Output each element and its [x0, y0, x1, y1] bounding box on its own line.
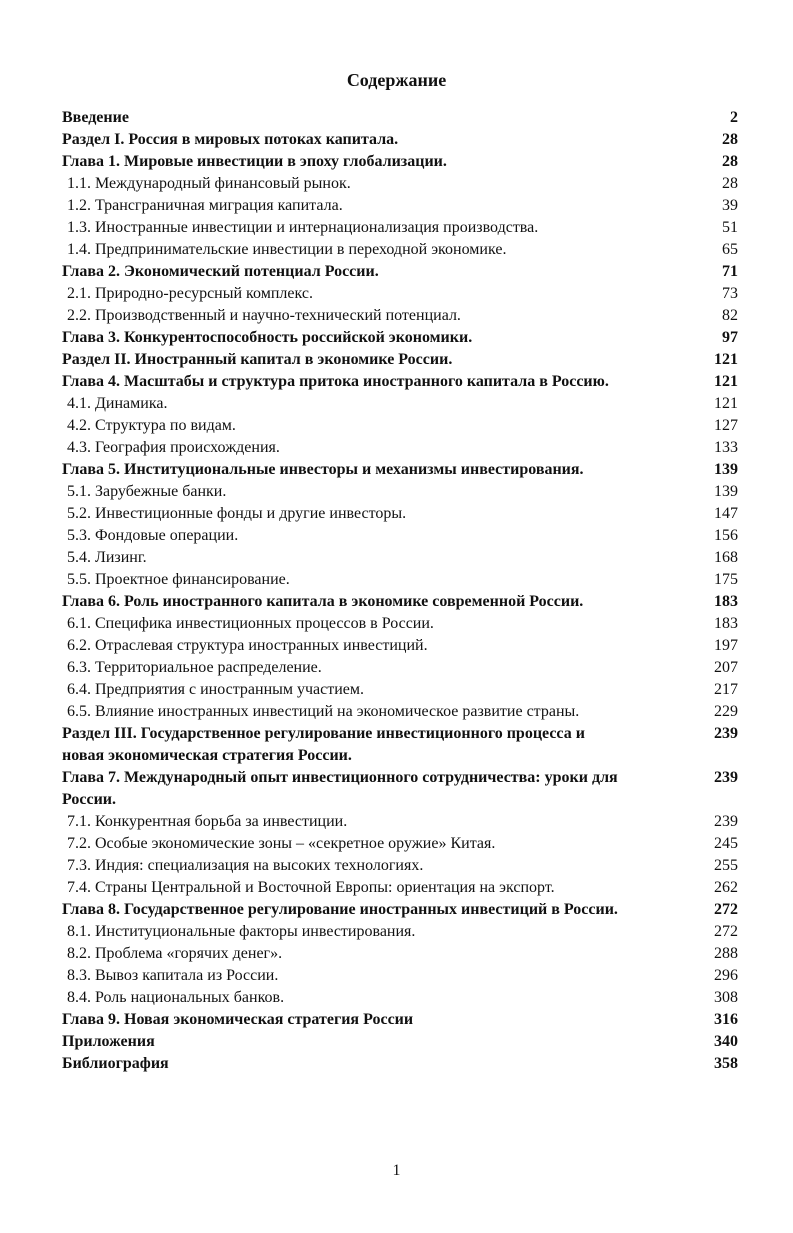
toc-heading-row — [62, 129, 738, 151]
toc-heading-row — [62, 1031, 738, 1053]
toc-entry-title: 7.3. Индия: специализация на высоких технологиях. — [67, 857, 424, 874]
toc-entry-page: 28 — [722, 131, 738, 148]
toc-entry-title: 5.3. Фондовые операции. — [67, 527, 239, 544]
toc-heading-row — [62, 349, 738, 371]
toc-entry-page: 121 — [714, 395, 738, 412]
toc-entry-title: 5.4. Лизинг. — [67, 549, 147, 566]
toc-subsection-row — [62, 525, 738, 547]
toc-entry-title: 6.4. Предприятия с иностранным участием. — [67, 681, 365, 698]
toc-entry-page: 239 — [714, 769, 738, 786]
toc-entry-title: Введение — [62, 109, 129, 126]
toc-entry-title: Раздел I. Россия в мировых потоках капитала. — [62, 131, 399, 148]
page-number: 1 — [392, 1162, 401, 1179]
toc-entry-page: 97 — [722, 329, 738, 346]
toc-subsection-row — [62, 569, 738, 591]
toc-subsection-row — [62, 195, 738, 217]
toc-entry-page: 288 — [714, 945, 738, 962]
toc-entry-title: Глава 4. Масштабы и структура притока иностранного капитала в Россию. — [62, 373, 609, 390]
toc-entry-title: 1.1. Международный финансовый рынок. — [67, 175, 351, 192]
toc-subsection-row — [62, 239, 738, 261]
toc-entry-page: 316 — [714, 1011, 738, 1028]
toc-entry-title: 5.1. Зарубежные банки. — [67, 483, 227, 500]
toc-heading-row — [62, 723, 738, 767]
toc-entry-title: 5.5. Проектное финансирование. — [67, 571, 290, 588]
toc-entry-page: 245 — [714, 835, 738, 852]
toc-entry-title: 1.3. Иностранные инвестиции и интернационализация производства. — [67, 219, 539, 236]
toc-subsection-row — [62, 701, 738, 723]
toc-entry-title: 7.4. Страны Центральной и Восточной Европы: ориентация на экспорт. — [67, 879, 555, 896]
toc-heading-row — [62, 899, 738, 921]
toc-heading-row — [62, 459, 738, 481]
toc-entry-title: 6.2. Отраслевая структура иностранных инвестиций. — [67, 637, 428, 654]
toc-entry-page: 296 — [714, 967, 738, 984]
toc-entry-page: 28 — [722, 175, 738, 192]
toc-entry-title: 7.1. Конкурентная борьба за инвестиции. — [67, 813, 348, 830]
toc-subsection-row — [62, 613, 738, 635]
toc-entry-page: 127 — [714, 417, 738, 434]
toc-entry-page: 308 — [714, 989, 738, 1006]
toc-entry-page: 217 — [714, 681, 738, 698]
toc-entry-title: 4.3. География происхождения. — [67, 439, 280, 456]
toc-subsection-row — [62, 833, 738, 855]
toc-entry-page: 139 — [714, 461, 738, 478]
toc-subsection-row — [62, 305, 738, 327]
toc-subsection-row — [62, 173, 738, 195]
toc-entry-title: Глава 5. Институциональные инвесторы и механизмы инвестирования. — [62, 461, 584, 478]
toc-subsection-row — [62, 217, 738, 239]
toc-entry-page: 2 — [730, 109, 738, 126]
toc-entry-page: 168 — [714, 549, 738, 566]
toc-heading-row — [62, 151, 738, 173]
toc-entry-page: 73 — [722, 285, 738, 302]
toc-subsection-row — [62, 547, 738, 569]
toc-entry-page: 207 — [714, 659, 738, 676]
toc-entry-title: Раздел III. Государственное регулирование инвестиционного процесса и новая экономическая стратегия России. — [62, 725, 585, 764]
toc-subsection-row — [62, 635, 738, 657]
toc-entry-title: Глава 6. Роль иностранного капитала в экономике современной России. — [62, 593, 584, 610]
toc-entry-page: 147 — [714, 505, 738, 522]
page-title: Содержание — [346, 70, 447, 90]
toc-heading-row — [62, 261, 738, 283]
toc-heading-row — [62, 1009, 738, 1031]
toc-subsection-row — [62, 481, 738, 503]
toc-entry-title: Приложения — [62, 1033, 155, 1050]
toc-entry-title: 6.3. Территориальное распределение. — [67, 659, 322, 676]
toc-subsection-row — [62, 877, 738, 899]
toc-subsection-row — [62, 811, 738, 833]
toc-subsection-row — [62, 965, 738, 987]
toc-subsection-row — [62, 283, 738, 305]
toc-entry-title: 8.3. Вывоз капитала из России. — [67, 967, 279, 984]
toc-entry-title: Глава 1. Мировые инвестиции в эпоху глобализации. — [62, 153, 447, 170]
toc-entry-title: Глава 8. Государственное регулирование иностранных инвестиций в России. — [62, 901, 618, 918]
table-of-contents — [62, 107, 738, 1075]
toc-entry-page: 156 — [714, 527, 738, 544]
toc-entry-title: 8.4. Роль национальных банков. — [67, 989, 285, 1006]
toc-entry-title: Раздел II. Иностранный капитал в экономике России. — [62, 351, 453, 368]
toc-entry-page: 71 — [722, 263, 738, 280]
toc-entry-title: 1.4. Предпринимательские инвестиции в переходной экономике. — [67, 241, 507, 258]
toc-entry-page: 340 — [714, 1033, 738, 1050]
toc-subsection-row — [62, 679, 738, 701]
toc-subsection-row — [62, 415, 738, 437]
toc-entry-title: 4.1. Динамика. — [67, 395, 168, 412]
toc-entry-page: 183 — [714, 615, 738, 632]
toc-entry-page: 183 — [714, 593, 738, 610]
toc-entry-page: 358 — [714, 1055, 738, 1072]
toc-subsection-row — [62, 657, 738, 679]
toc-entry-title: Глава 7. Международный опыт инвестиционного сотрудничества: уроки для России. — [62, 769, 618, 808]
toc-heading-row — [62, 327, 738, 349]
toc-entry-title: Библиография — [62, 1055, 169, 1072]
toc-entry-page: 133 — [714, 439, 738, 456]
toc-entry-title: 8.2. Проблема «горячих денег». — [67, 945, 283, 962]
toc-entry-title: 8.1. Институциональные факторы инвестирования. — [67, 923, 416, 940]
toc-entry-title: 1.2. Трансграничная миграция капитала. — [67, 197, 343, 214]
toc-entry-page: 121 — [714, 351, 738, 368]
toc-entry-title: Глава 3. Конкурентоспособность российской экономики. — [62, 329, 473, 346]
toc-subsection-row — [62, 437, 738, 459]
toc-entry-title: 7.2. Особые экономические зоны – «секретное оружие» Китая. — [67, 835, 496, 852]
toc-entry-page: 272 — [714, 901, 738, 918]
toc-entry-title: 5.2. Инвестиционные фонды и другие инвесторы. — [67, 505, 407, 522]
toc-entry-title: 6.1. Специфика инвестиционных процессов в России. — [67, 615, 434, 632]
toc-heading-row — [62, 107, 738, 129]
toc-entry-page: 197 — [714, 637, 738, 654]
toc-entry-page: 175 — [714, 571, 738, 588]
toc-subsection-row — [62, 921, 738, 943]
toc-entry-page: 28 — [722, 153, 738, 170]
toc-subsection-row — [62, 393, 738, 415]
toc-entry-page: 39 — [722, 197, 738, 214]
toc-subsection-row — [62, 987, 738, 1009]
toc-heading-row — [62, 767, 738, 811]
toc-entry-page: 239 — [714, 813, 738, 830]
toc-entry-page: 239 — [714, 725, 738, 742]
toc-entry-page: 272 — [714, 923, 738, 940]
toc-heading-row — [62, 1053, 738, 1075]
toc-entry-title: Глава 9. Новая экономическая стратегия России — [62, 1011, 414, 1028]
toc-entry-title: Глава 2. Экономический потенциал России. — [62, 263, 379, 280]
toc-heading-row — [62, 591, 738, 613]
toc-entry-title: 4.2. Структура по видам. — [67, 417, 236, 434]
toc-entry-title: 2.1. Природно-ресурсный комплекс. — [67, 285, 313, 302]
toc-entry-page: 51 — [722, 219, 738, 236]
toc-entry-page: 121 — [714, 373, 738, 390]
toc-subsection-row — [62, 855, 738, 877]
toc-entry-page: 82 — [722, 307, 738, 324]
toc-entry-title: 6.5. Влияние иностранных инвестиций на экономическое развитие страны. — [67, 703, 580, 720]
toc-entry-page: 255 — [714, 857, 738, 874]
toc-entry-page: 229 — [714, 703, 738, 720]
toc-entry-page: 139 — [714, 483, 738, 500]
toc-subsection-row — [62, 943, 738, 965]
toc-entry-page: 262 — [714, 879, 738, 896]
toc-subsection-row — [62, 503, 738, 525]
toc-heading-row — [62, 371, 738, 393]
toc-entry-title: 2.2. Производственный и научно-технический потенциал. — [67, 307, 461, 324]
toc-entry-page: 65 — [722, 241, 738, 258]
